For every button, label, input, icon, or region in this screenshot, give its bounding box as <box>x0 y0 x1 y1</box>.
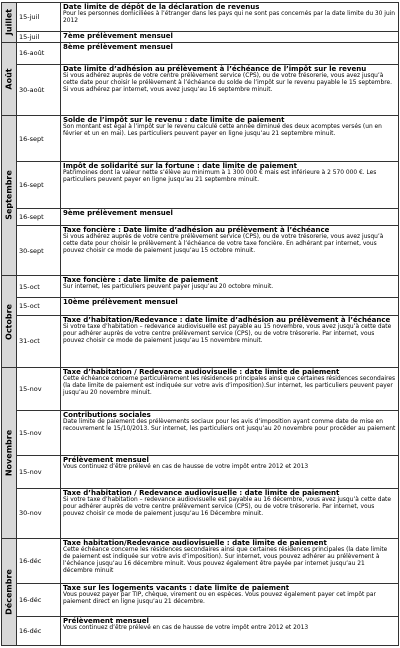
calendar-row <box>2 32 399 42</box>
event-cell <box>61 208 399 225</box>
calendar-row <box>2 42 399 64</box>
event-title: Date limite d’adhésion au prélèvement à l’échéance de l’impôt sur le revenu <box>63 64 367 73</box>
month-label: Octobre <box>4 303 14 340</box>
calendar-row <box>2 488 399 538</box>
calendar-row <box>2 276 399 298</box>
month-label: Juillet <box>4 9 14 36</box>
calendar-row <box>2 315 399 367</box>
event-cell <box>61 616 399 645</box>
event-description: Si vous adhérez auprès de votre centre prélèvement service (CPS), ou de votre trésorerie, vous avez jusqu’à cette date pour choisir le prélèvement à l’échéance du solde de l’impôt sur le revenu payable le 15 septembre. Si vous adhérez par internet, vous avez jusqu’au 16 septembre minuit. <box>63 72 393 93</box>
event-title: Impôt de solidarité sur la fortune : date limite de paiement <box>63 162 297 171</box>
calendar-row <box>2 208 399 225</box>
date-cell: 15-oct <box>17 298 61 315</box>
event-cell <box>61 115 399 162</box>
event-description: Si votre taxe d’habitation – redevance audiovisuelle est payable au 16 décembre, vous avez jusqu’à cette date pour adhérer auprès de votre centre prélèvement service (CPS), ou de votre trésorerie. Par internet, vous pouvez choisir ce mode de paiement jusqu’au 16 Décembre minuit. <box>63 496 391 517</box>
event-cell <box>61 411 399 456</box>
event-cell <box>61 32 399 42</box>
event-description: Patrimoines dont la valeur nette s’élève au minimum à 1 300 000 € mais est inférieure à 2 570 000 €. Les particuliers peuvent payer en ligne jusqu’au 21 septembre minuit. <box>63 170 377 184</box>
month-cell <box>2 276 17 368</box>
date-cell: 30-nov <box>17 488 61 538</box>
event-title: Prélèvement mensuel <box>63 456 149 465</box>
calendar-row <box>2 298 399 315</box>
event-cell <box>61 584 399 617</box>
event-title: Taxe d’habitation / Redevance audiovisuelle : date limite de paiement <box>63 488 340 497</box>
event-cell <box>61 276 399 298</box>
event-cell <box>61 226 399 276</box>
date-cell: 15-nov <box>17 456 61 489</box>
month-cell <box>2 368 17 539</box>
event-cell <box>61 42 399 64</box>
calendar-row <box>2 115 399 162</box>
event-title: 8ème prélèvement mensuel <box>63 42 173 51</box>
event-title: 10ème prélèvement mensuel <box>63 298 178 307</box>
date-cell: 30-sept <box>17 226 61 276</box>
date-cell: 31-oct <box>17 315 61 367</box>
calendar-row <box>2 64 399 115</box>
date-cell: 15-nov <box>17 368 61 411</box>
event-title: Taxe foncière : date limite de paiement <box>63 276 219 285</box>
event-title: Taxe d’habitation/Redevance : date limite d’adhésion au prélèvement à l’échéance <box>63 315 391 324</box>
event-description: Si vous adhérez auprès de votre centre prélèvement service (CPS), ou de votre trésorerie, vous avez jusqu’à cette date pour choisir le prélèvement à l’échéance de votre taxe foncière. En adhérant par internet, vous pouvez choisir ce mode de paiement jusqu’au 15 octobre minuit. <box>63 234 384 255</box>
calendar-row <box>2 3 399 32</box>
event-description: Date limite de paiement des prélèvements sociaux pour les avis d’imposition ayant comme date de mise en recouvrement le 15/10/2013. Sur internet, les particuliers ont jusqu’au 20 novembre pour procéder au paiement <box>63 419 396 433</box>
calendar-row <box>2 162 399 209</box>
date-cell: 16-sept <box>17 115 61 162</box>
month-cell <box>2 3 17 43</box>
calendar-row <box>2 411 399 456</box>
event-title: Contributions sociales <box>63 411 151 420</box>
event-title: 9ème prélèvement mensuel <box>63 208 173 217</box>
date-cell: 15-juil <box>17 32 61 42</box>
event-description: Pour les personnes domiciliées à l’étranger dans les pays qui ne sont pas concernés par la date limite du 30 juin 2012 <box>63 11 396 24</box>
month-label: Septembre <box>4 170 14 221</box>
calendar-row <box>2 368 399 411</box>
date-cell: 16-sept <box>17 162 61 209</box>
event-title: Taxe d’habitation / Redevance audiovisuelle : date limite de paiement <box>63 368 340 376</box>
month-cell <box>2 538 17 645</box>
event-title: Taxe sur les logements vacants : date limite de paiement <box>63 584 290 593</box>
date-cell: 16-déc <box>17 584 61 617</box>
event-title: Taxe foncière : Date limite d’adhésion au prélèvement à l’échéance <box>63 226 330 235</box>
calendar-row <box>2 616 399 645</box>
date-cell: 16-sept <box>17 208 61 225</box>
event-cell <box>61 315 399 367</box>
date-cell: 30-août <box>17 64 61 115</box>
month-label: Novembre <box>4 429 14 477</box>
date-cell: 15-nov <box>17 411 61 456</box>
event-description: Sur internet, les particuliers peuvent payer jusqu’au 20 octobre minuit. <box>63 284 274 291</box>
event-cell <box>61 456 399 489</box>
event-cell <box>61 488 399 538</box>
event-description: Si votre taxe d’habitation – redevance audiovisuelle est payable au 15 novembre, vous avez jusqu’à cette date pour adhérer auprès de votre centre prélèvement service (CPS), ou de votre trésorerie. Par internet, vous pouvez choisir ce mode de paiement jusqu’au 15 novembre minuit. <box>63 323 392 344</box>
date-cell: 16-déc <box>17 538 61 583</box>
event-description: Son montant est égal à l’impôt sur le revenu calculé cette année diminué des deux acomptes versés (un en février et un en mai). Les particuliers peuvent payer en ligne jusqu’au 21 septembre minuit. <box>63 123 382 137</box>
month-label: Août <box>4 68 14 90</box>
event-description: Vous continuez d’être prélevé en cas de hausse de votre impôt entre 2012 et 2013 <box>63 624 309 631</box>
event-cell <box>61 162 399 209</box>
event-title: 7ème prélèvement mensuel <box>63 32 173 41</box>
date-cell: 15-oct <box>17 276 61 298</box>
event-cell <box>61 64 399 115</box>
event-title: Solde de l’impôt sur le revenu : date limite de paiement <box>63 115 285 124</box>
event-description: Vous continuez d’être prélevé en cas de hausse de votre impôt entre 2012 et 2013 <box>63 464 309 471</box>
tax-calendar-table <box>1 2 399 646</box>
event-title: Taxe habitation/Redevance audiovisuelle : date limite de paiement <box>63 538 327 547</box>
month-cell <box>2 115 17 275</box>
month-cell <box>2 42 17 115</box>
month-label: Décembre <box>4 569 14 615</box>
event-cell <box>61 368 399 411</box>
event-cell <box>61 3 399 32</box>
event-cell <box>61 538 399 583</box>
event-title: Prélèvement mensuel <box>63 616 149 625</box>
calendar-row <box>2 584 399 617</box>
date-cell: 15-juil <box>17 3 61 32</box>
event-description: Cette échéance concerne les résidences secondaires ainsi que certaines résidences principales (la date limite de paiement est indiquée sur votre avis d’imposition). Sur internet, vous pouvez adhérer au prélèvement à l’échéance jusqu’au 16 décembre minuit. Vous pouvez également être payée par internet jusqu’au 21 décembre minuit <box>63 546 388 574</box>
calendar-row <box>2 456 399 489</box>
date-cell: 16-août <box>17 42 61 64</box>
calendar-row <box>2 538 399 583</box>
event-description: Vous pouvez payer par TIP, chèque, virement ou en espèces. Vous pouvez également payer cet impôt par paiement direct en ligne jusqu’au 21 décembre. <box>63 592 376 606</box>
event-title: Date limite de dépôt de la déclaration de revenus <box>63 3 260 11</box>
date-cell: 16-déc <box>17 616 61 645</box>
event-description: Cette échéance concerne particulièrement les résidences principales ainsi que certaines résidences secondaires (la date limite de paiement est indiquée sur votre avis d’imposition).Sur internet, les particuliers peuvent payer jusqu’au 20 novembre minuit. <box>63 376 396 396</box>
calendar-row <box>2 226 399 276</box>
event-cell <box>61 298 399 315</box>
